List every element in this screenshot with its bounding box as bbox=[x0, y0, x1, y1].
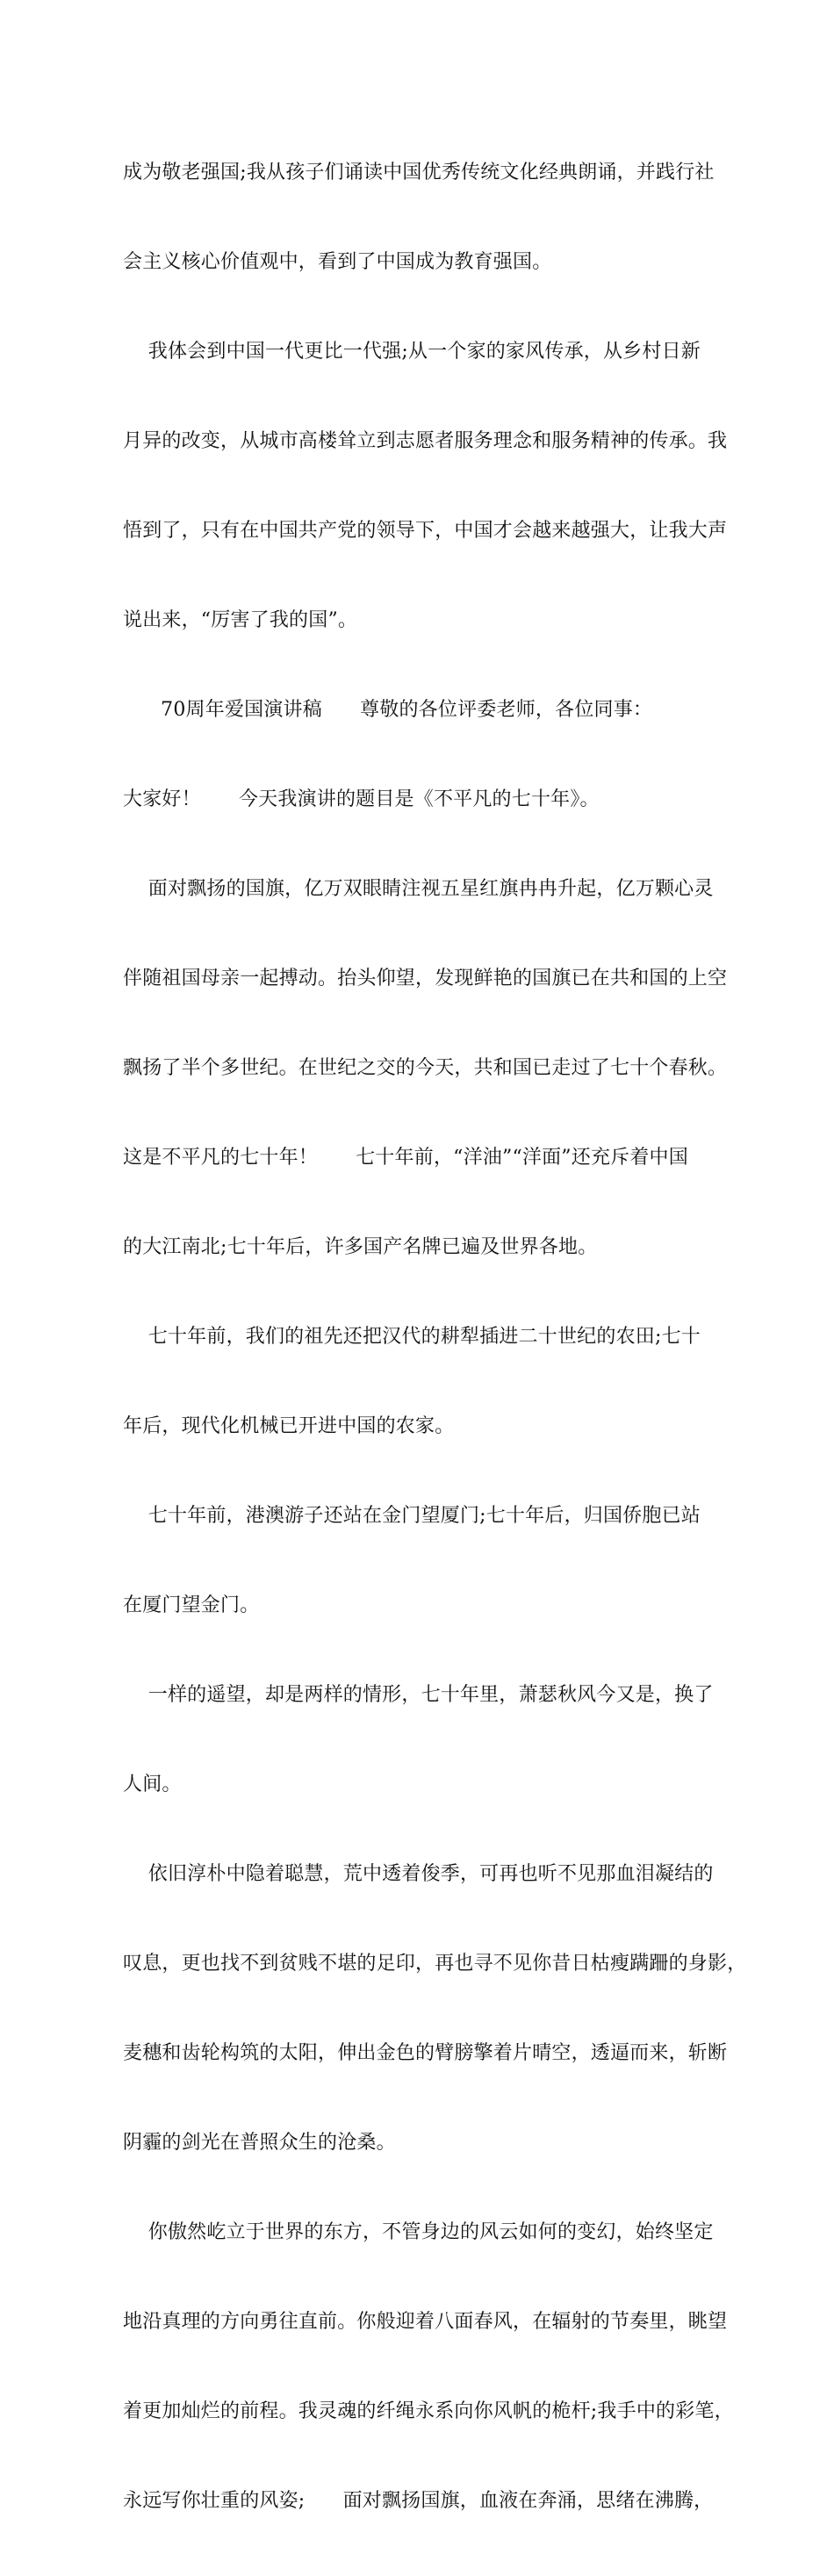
text-line: 会主义核心价值观中，看到了中国成为教育强国。 bbox=[123, 251, 552, 273]
text-line: 悟到了，只有在中国共产党的领导下，中国才会越来越强大，让我大声 bbox=[123, 520, 728, 542]
text-line: 说出来，“厉害了我的国”。 bbox=[123, 609, 358, 631]
text-line: 成为敬老强国;我从孩子们诵读中国优秀传统文化经典朗诵，并践行社 bbox=[123, 162, 715, 183]
text-line: 叹息，更也找不到贫贱不堪的足印，再也寻不见你昔日枯瘦蹒跚的身影， bbox=[123, 1953, 747, 1975]
text-line: 在厦门望金门。 bbox=[123, 1594, 260, 1616]
text-line: 人间。 bbox=[123, 1774, 182, 1795]
text-line: 大家好！ 今天我演讲的题目是《不平凡的七十年》。 bbox=[123, 788, 600, 810]
text-line: 面对飘扬的国旗，亿万双眼睛注视五星红旗冉冉升起，亿万颗心灵 bbox=[123, 878, 714, 900]
text-line: 的大江南北;七十年后，许多国产名牌已遍及世界各地。 bbox=[123, 1236, 598, 1258]
text-line: 70周年爱国演讲稿 尊敬的各位评委老师，各位同事： bbox=[123, 699, 653, 721]
text-line: 月异的改变，从城市高楼耸立到志愿者服务理念和服务精神的传承。我 bbox=[123, 430, 728, 452]
text-line: 我体会到中国一代更比一代强;从一个家的家风传承，从乡村日新 bbox=[123, 341, 701, 363]
text-line: 着更加灿烂的前程。我灵魂的纤绳永系向你风帆的桅杆;我手中的彩笔， bbox=[123, 2400, 734, 2422]
text-line: 一样的遥望，却是两样的情形，七十年里，萧瑟秋风今又是，换了 bbox=[123, 1684, 714, 1706]
text-line: 地沿真理的方向勇往直前。你般迎着八面春风，在辐射的节奏里，眺望 bbox=[123, 2311, 728, 2333]
text-line: 阴霾的剑光在普照众生的沧桑。 bbox=[123, 2132, 396, 2154]
text-line: 七十年前，港澳游子还站在金门望厦门;七十年后，归国侨胞已站 bbox=[123, 1505, 701, 1527]
text-line: 依旧淳朴中隐着聪慧，荒中透着俊季，可再也听不见那血泪凝结的 bbox=[123, 1863, 714, 1885]
document-body bbox=[123, 98, 747, 2576]
text-line: 七十年前，我们的祖先还把汉代的耕犁插进二十世纪的农田;七十 bbox=[123, 1326, 701, 1348]
text-line: 年后，现代化机械已开进中国的农家。 bbox=[123, 1415, 455, 1437]
text-line: 伴随祖国母亲一起搏动。抬头仰望，发现鲜艳的国旗已在共和国的上空 bbox=[123, 968, 728, 989]
text-line: 飘扬了半个多世纪。在世纪之交的今天，共和国已走过了七十个春秋。 bbox=[123, 1057, 728, 1079]
text-line: 这是不平凡的七十年！ 七十年前，“洋油”“洋面”还充斥着中国 bbox=[123, 1147, 688, 1169]
text-line: 永远写你壮重的风姿; 面对飘扬国旗，血液在奔涌，思绪在沸腾， bbox=[123, 2490, 714, 2512]
text-line: 麦穗和齿轮构筑的太阳，伸出金色的臂膀擎着片晴空，透逼而来，斩断 bbox=[123, 2042, 728, 2064]
text-line: 你傲然屹立于世界的东方，不管身边的风云如何的变幻，始终坚定 bbox=[123, 2221, 714, 2243]
